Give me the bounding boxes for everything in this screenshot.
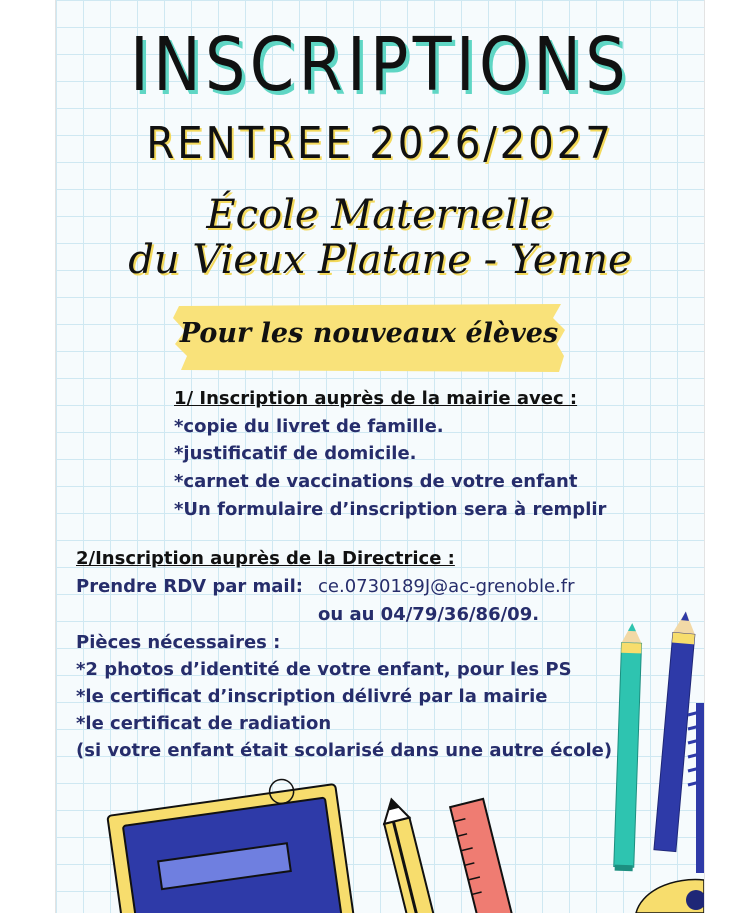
rdv-label: Prendre RDV par mail:: [76, 576, 303, 597]
list-item: *copie du livret de famille.: [174, 416, 444, 437]
flyer-page: [55, 0, 705, 913]
new-students-banner: [173, 304, 565, 372]
list-item: *2 photos d’identité de votre enfant, pour les PS: [76, 659, 572, 680]
list-item: *Un formulaire d’inscription sera à remplir: [174, 499, 607, 520]
subtitle-year: RENTREE 2026/2027: [146, 118, 614, 169]
section2-heading: 2/Inscription auprès de la Directrice :: [76, 548, 455, 569]
contact-email[interactable]: ce.0730189J@ac-grenoble.fr: [318, 576, 575, 597]
banner-label: Pour les nouveaux élèves: [179, 318, 559, 349]
list-item: *justificatif de domicile.: [174, 443, 417, 464]
school-name-line2: du Vieux Platane - Yenne: [128, 237, 632, 283]
list-item: *le certificat d’inscription délivré par la mairie: [76, 686, 548, 707]
contact-phone: ou au 04/79/36/86/09.: [318, 604, 540, 625]
list-item: *carnet de vaccinations de votre enfant: [174, 471, 578, 492]
section1-heading: 1/ Inscription auprès de la mairie avec :: [174, 388, 578, 409]
school-name-line1: École Maternelle: [206, 192, 554, 238]
pieces-heading: Pièces nécessaires :: [76, 632, 281, 653]
books-illustration: [96, 760, 704, 913]
list-item: (si votre enfant était scolarisé dans une autre école): [76, 740, 613, 761]
title: INSCRIPTIONS: [130, 22, 630, 108]
list-item: *le certificat de radiation: [76, 713, 332, 734]
